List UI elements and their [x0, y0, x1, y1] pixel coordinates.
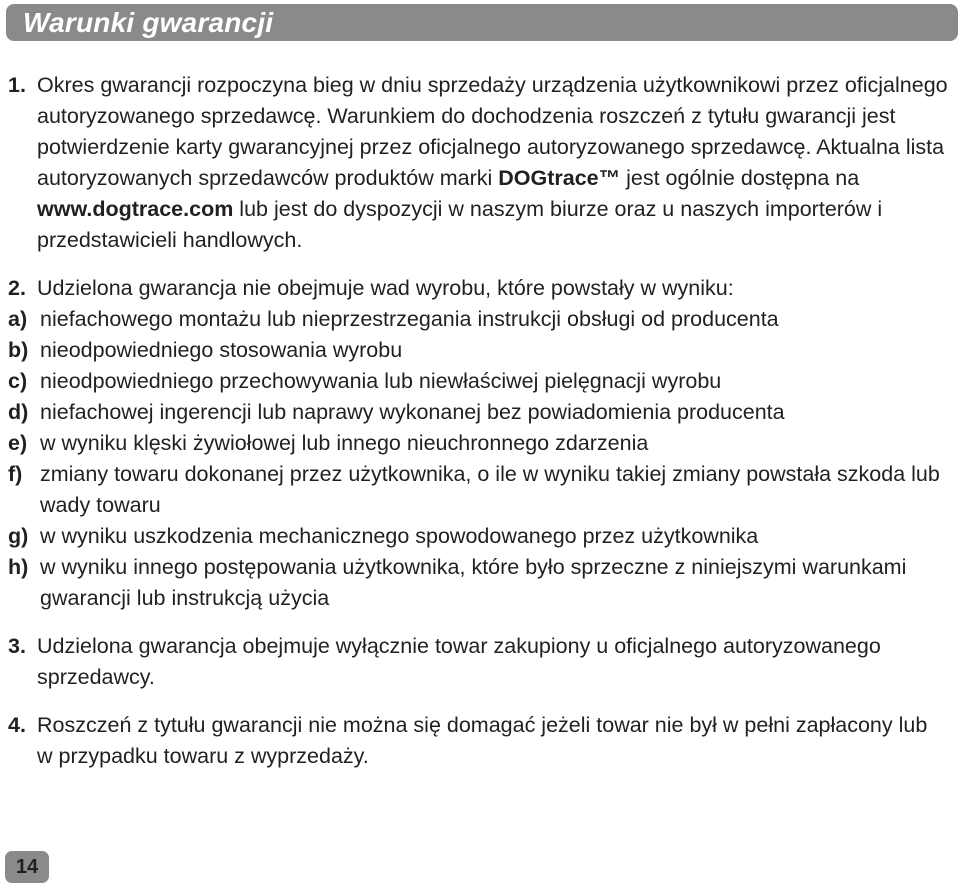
exclusion-text: niefachowego montażu lub nieprzestrzegania instrukcji obsługi od producenta — [40, 307, 779, 331]
exclusion-item-b — [8, 335, 948, 366]
term-number: 3. — [8, 634, 26, 658]
term-body — [37, 70, 948, 256]
term-number: 4. — [8, 713, 26, 737]
term-text: Roszczeń z tytułu gwarancji nie można się domagać jeżeli towar nie był w pełni zapłacony lub w przypadku towaru z wyprzedaży. — [37, 713, 928, 768]
exclusion-item-d — [8, 397, 948, 428]
exclusion-text: zmiany towaru dokonanej przez użytkownika, o ile w wyniku takiej zmiany powstała szkoda lub wady towaru — [40, 462, 940, 517]
term-text: Udzielona gwarancja nie obejmuje wad wyrobu, które powstały w wyniku: — [37, 276, 734, 300]
term-text: Udzielona gwarancja obejmuje wyłącznie towar zakupiony u oficjalnego autoryzowanego sprzedawcy. — [37, 634, 881, 689]
exclusion-letter: h) — [8, 555, 29, 579]
page-number-badge — [5, 851, 49, 883]
term-text-part: jest ogólnie dostępna na — [620, 166, 860, 190]
exclusion-letter: c) — [8, 369, 28, 393]
term-text-part: Okres gwarancji rozpoczyna bieg w dniu sprzedaży urządzenia użytkownikowi przez oficjalnego autoryzowanego sprzedawcę. Warunkiem do dochodzenia roszczeń z tytułu gwarancji jest potwierdzenie karty gwarancyjnej przez oficjalnego autoryzowanego sprzedawcę. Aktualna lista autoryzowanych sprzedawców produktów marki — [37, 73, 948, 190]
page-number: 14 — [15, 856, 39, 878]
exclusion-text: nieodpowiedniego przechowywania lub niewłaściwej pielęgnacji wyrobu — [40, 369, 722, 393]
exclusion-letter: e) — [8, 431, 28, 455]
warranty-term-4 — [8, 710, 948, 772]
exclusion-item-g — [8, 521, 948, 552]
exclusion-letter: f) — [8, 462, 23, 486]
term-text — [37, 70, 948, 256]
exclusion-item-h — [8, 552, 948, 614]
brand-name: DOGtrace™ — [498, 166, 621, 190]
exclusion-text: w wyniku innego postępowania użytkownika, które było sprzeczne z niniejszymi warunkami gwarancji lub instrukcją użycia — [40, 555, 907, 610]
exclusion-letter: a) — [8, 307, 28, 331]
term-number: 2. — [8, 276, 26, 300]
warranty-terms-list — [8, 70, 948, 772]
exclusion-text: w wyniku uszkodzenia mechanicznego spowodowanego przez użytkownika — [40, 524, 759, 548]
exclusion-letter: g) — [8, 524, 29, 548]
exclusion-text: w wyniku klęski żywiołowej lub innego nieuchronnego zdarzenia — [40, 431, 649, 455]
exclusion-letter: d) — [8, 400, 29, 424]
term-body — [37, 631, 948, 693]
exclusion-item-e — [8, 428, 948, 459]
term-body — [37, 710, 948, 772]
term-text-part: lub jest do dyspozycji w naszym biurze oraz u naszych importerów i przedstawicieli handlowych. — [37, 197, 883, 252]
exclusion-text: niefachowej ingerencji lub naprawy wykonanej bez powiadomienia producenta — [40, 400, 785, 424]
exclusion-item-f — [8, 459, 948, 521]
exclusion-text: nieodpowiedniego stosowania wyrobu — [40, 338, 403, 362]
exclusion-item-a — [8, 304, 948, 335]
warranty-term-2 — [8, 273, 948, 304]
exclusions-list — [8, 304, 948, 614]
website-url: www.dogtrace.com — [37, 197, 234, 221]
term-body — [37, 273, 948, 304]
exclusion-letter: b) — [8, 338, 29, 362]
term-number: 1. — [8, 73, 26, 97]
section-title: Warunki gwarancji — [23, 7, 274, 38]
exclusion-item-c — [8, 366, 948, 397]
warranty-term-1 — [8, 70, 948, 256]
section-header-bar — [6, 4, 958, 41]
warranty-term-3 — [8, 631, 948, 693]
